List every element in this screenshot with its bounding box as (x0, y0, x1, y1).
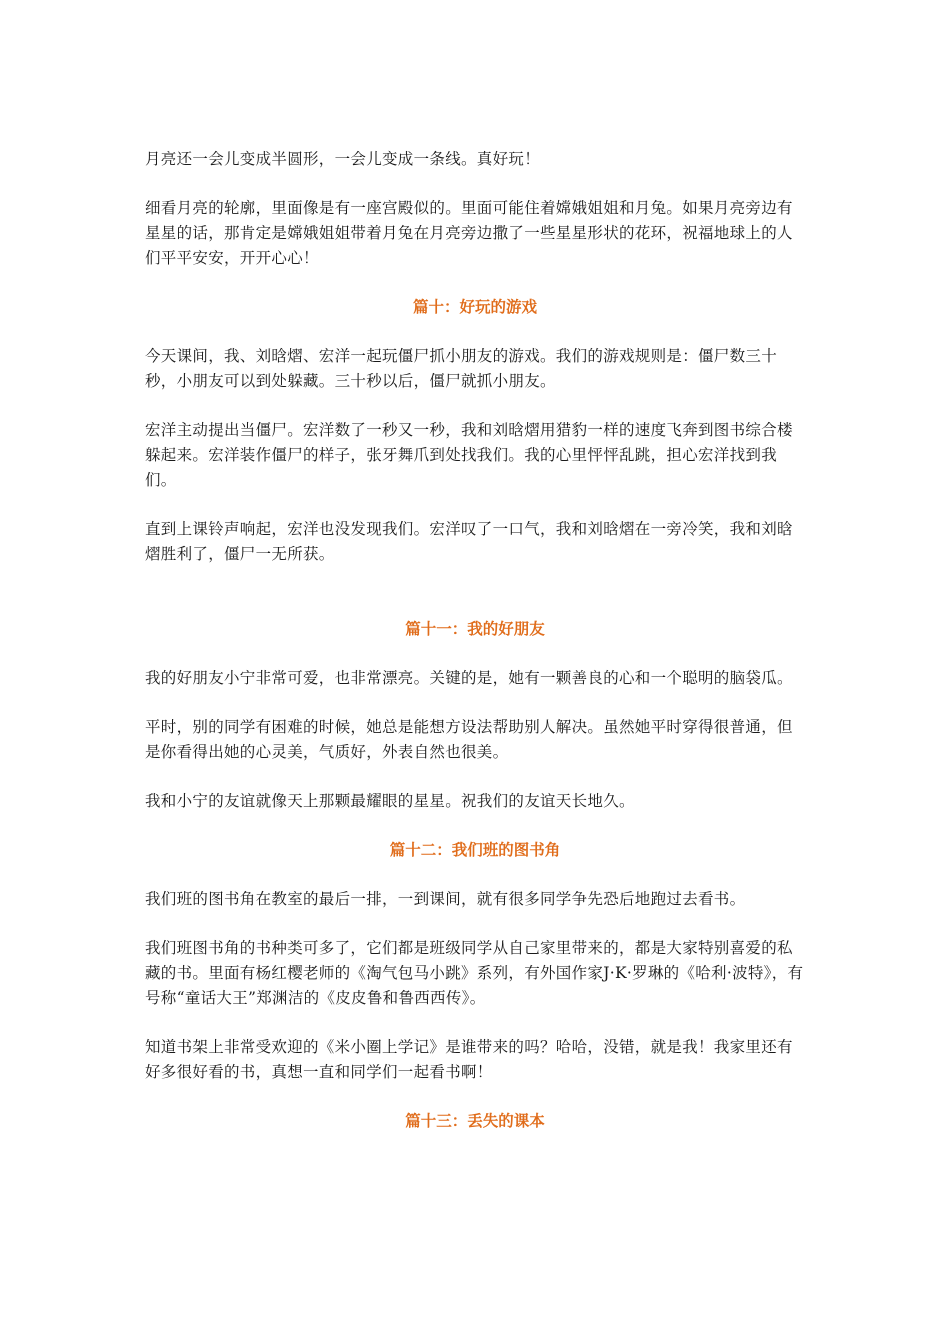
section-10-paragraph-1: 今天课间，我、刘晗熠、宏洋一起玩僵尸抓小朋友的游戏。我们的游戏规则是：僵尸数三十秒，小朋友可以到处躲藏。三十秒以后，僵尸就抓小朋友。 (145, 347, 778, 390)
section-title-13: 篇十三：丢失的课本 (405, 1112, 545, 1130)
section-10-paragraph-2: 宏洋主动提出当僵尸。宏洋数了一秒又一秒，我和刘晗熠用猎豹一样的速度飞奔到图书综合楼躲起来。宏洋装作僵尸的样子，张牙舞爪到处找我们。我的心里怦怦乱跳，担心宏洋找到我们。 (145, 421, 793, 489)
document-page (145, 147, 805, 1134)
section-11-paragraph-2: 平时，别的同学有困难的时候，她总是能想方设法帮助别人解决。虽然她平时穿得很普通，但是你看得出她的心灵美，气质好，外表自然也很美。 (145, 718, 793, 761)
section-12-paragraph-3: 知道书架上非常受欢迎的《米小圈上学记》是谁带来的吗？哈哈，没错，就是我！我家里还有好多很好看的书，真想一直和同学们一起看书啊！ (145, 1038, 793, 1081)
section-11-paragraph-1: 我的好朋友小宁非常可爱，也非常漂亮。关键的是，她有一颗善良的心和一个聪明的脑袋瓜。 (145, 669, 793, 687)
intro-paragraph-2: 细看月亮的轮廓，里面像是有一座宫殿似的。里面可能住着嫦娥姐姐和月兔。如果月亮旁边有星星的话，那肯定是嫦娥姐姐带着月兔在月亮旁边撒了一些星星形状的花环，祝福地球上的人们平平安安，开开心心！ (145, 199, 793, 267)
section-10-paragraph-3: 直到上课铃声响起，宏洋也没发现我们。宏洋叹了一口气，我和刘晗熠在一旁冷笑，我和刘晗熠胜利了，僵尸一无所获。 (145, 520, 793, 563)
section-12-paragraph-2: 我们班图书角的书种类可多了，它们都是班级同学从自己家里带来的，都是大家特别喜爱的私藏的书。里面有杨红樱老师的《淘气包马小跳》系列，有外国作家J·K·罗琳的《哈利·波特》，有号称“童话大王”郑渊洁的《皮皮鲁和鲁西西传》。 (145, 939, 804, 1007)
section-12-paragraph-1: 我们班的图书角在教室的最后一排，一到课间，就有很多同学争先恐后地跑过去看书。 (145, 890, 746, 908)
section-title-12: 篇十二：我们班的图书角 (389, 841, 561, 859)
section-title-10: 篇十：好玩的游戏 (412, 298, 537, 316)
intro-paragraph-1: 月亮还一会儿变成半圆形，一会儿变成一条线。真好玩！ (145, 150, 541, 168)
section-title-11: 篇十一：我的好朋友 (405, 620, 545, 638)
section-11-paragraph-3: 我和小宁的友谊就像天上那颗最耀眼的星星。祝我们的友谊天长地久。 (145, 792, 635, 810)
